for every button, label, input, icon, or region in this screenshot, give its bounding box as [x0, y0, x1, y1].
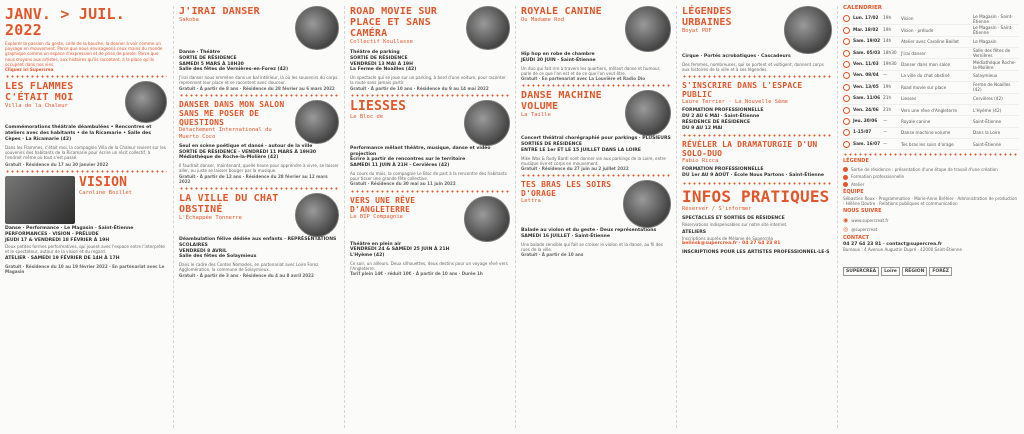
calendar-event: J'irai danser — [901, 50, 926, 56]
event-type-icon — [843, 38, 850, 45]
legend-dot-icon — [843, 182, 848, 187]
show-body-road: Un spectacle qui se joue sur un parking, à bord d'une voiture, pour raconter la route sans jamais partir. — [350, 75, 506, 86]
calendar-time: 21h — [883, 96, 892, 102]
show-photo-angleterre — [464, 196, 510, 242]
calendar-time: 14h — [883, 39, 892, 45]
show-date-machine: ENTRE LE 1er ET LE 15 JUILLET DANS LA LOIRE — [521, 147, 641, 153]
calendar-event: Danse machine volume — [901, 130, 951, 136]
calendar-date: Sam. 16/07 — [853, 141, 881, 147]
infos-subtitle: Réserver / S'informer — [682, 205, 752, 212]
calendar-place: L'Hyème (42) — [973, 107, 1002, 113]
calendar-place: Le Magasin — [973, 39, 997, 45]
show-date-liesses: SAMEDI 11 JUIN À 21H · Cervières (42) — [350, 163, 450, 169]
show-company-machine: La Taille — [521, 112, 551, 119]
calendar-time: — — [883, 119, 888, 124]
show-body-flammes: Dans les Flammes, c'était moi, la compagnie Villa de la Chaleur revient sur les souvenirs des habitants de la Ricamarie pour écrire un récit collectif, à l'endroit même où tout s'est passé. — [5, 144, 166, 161]
calendar-time: — — [883, 73, 888, 79]
column-2 — [174, 0, 344, 434]
contact-info[interactable]: 04 27 64 23 81 · contact@supercrea.fr — [843, 241, 943, 247]
calendar-date: Ven. 08/04 — [853, 73, 879, 79]
show-title-chat: LA VILLE DU CHAT OBSTINÉ — [179, 193, 279, 215]
calendar-row — [843, 128, 1019, 139]
divider-dots — [179, 94, 339, 97]
show-footer-road: Gratuit · À partir de 10 ans · Résidence du 9 au 14 mai 2022 — [350, 85, 489, 91]
infos-artists-title: INSCRIPTIONS POUR LES ARTISTES PROFESSIONNEL·LE·S — [682, 249, 830, 255]
show-title-flammes: LES FLAMMES C'ÉTAIT MOI — [5, 81, 74, 104]
show-footer-flammes: Gratuit · Résidence du 17 au 30 janvier 2022 — [5, 162, 109, 168]
legend-label: Sortie de résidence : présentation d'une étape de travail d'une création — [851, 167, 998, 173]
show-photo-chat — [295, 193, 339, 237]
column-1 — [0, 0, 172, 434]
column-4 — [516, 0, 676, 434]
show-meta-machine: Concert théâtral chorégraphié pour parkings · PLUSIEURS SORTIES DE RÉSIDENCE — [521, 136, 671, 147]
calendar-time: — — [883, 141, 888, 147]
show-footer-chat: Gratuit · À partir de 3 ans · Résidence du 4 au 8 avril 2022 — [179, 272, 314, 278]
show-company-legendes: Boyat PDF — [682, 28, 712, 34]
show-place-salon: Médiathèque de Roche-la-Molière (42) — [179, 155, 279, 161]
instagram-link[interactable]: @supercreat — [851, 226, 878, 232]
calendar-date: Mar. 18/02 — [853, 27, 879, 33]
show-meta-liesses: Performance mêlant théâtre, musique, danse et vidéo projection — [350, 145, 491, 157]
show-body-angleterre: Ce soir, un ailleurs. Deux silhouettes, deux destins pour un voyage rêvé vers l'Angleterre. — [350, 260, 508, 272]
calendar-event: Road movie sur place — [901, 84, 947, 90]
show-type-salon: SORTIE DE RÉSIDENCE · VENDREDI 11 MARS À 19H30 — [179, 149, 317, 155]
formation-date-solo: DU 1er AU 9 AOÛT · École Nous Partons · Saint-Étienne — [682, 173, 824, 179]
show-title-legendes: LÉGENDES URBAINES — [682, 6, 732, 28]
show-title-salon: DANSER DANS MON SALON SANS ME POSER DE QUESTIONS — [179, 99, 285, 127]
show-photo-machine — [625, 90, 671, 136]
formation-meta-solo: FORMATION PROFESSIONNELLE — [682, 167, 764, 173]
calendar-date: Sam. 19/02 — [853, 39, 881, 45]
show-meta-orage: Balade au violon et du geste · Deux représentations — [521, 228, 657, 234]
calendar-row — [843, 59, 1019, 70]
calendar-date: Ven. 24/06 — [853, 107, 879, 113]
show-title-machine: DANSE MACHINE VOLUME — [521, 90, 602, 113]
show-place-danser: Salle des fêtes de Vernières-en-Forez (42) — [179, 67, 289, 73]
calendar-date: Sam. 05/03 — [853, 50, 881, 56]
calendar-row — [843, 82, 1019, 93]
calendar-place: Cervières (42) — [973, 96, 1003, 102]
calendar-event: Royale canine — [901, 119, 931, 124]
formation-company-solo: Fabio Ricca — [682, 158, 719, 165]
show-photo-flammes — [125, 81, 167, 123]
calendar-place: Le Magasin · Saint-Étienne — [973, 25, 1013, 36]
calendar-event: Danser dans mon salon — [901, 62, 951, 68]
calendar-row — [843, 94, 1019, 105]
show-meta-legendes: Cirque · Portés acrobatiques · Cascadeurs — [682, 54, 791, 59]
show-meta-danser: Danse · Théâtre — [179, 50, 221, 55]
show-date-danser: SAMEDI 5 MARS À 18H30 — [179, 61, 244, 67]
calendar-time: 21h — [883, 107, 892, 113]
show-company-danser: Sakoba — [179, 17, 199, 23]
partner-logo: Loire — [881, 267, 900, 276]
legend-dot-icon — [843, 167, 848, 172]
globe-icon: ◉ — [843, 216, 849, 224]
show-title-angleterre: VERS UNE RÊVE D'ANGLETERRE — [350, 195, 416, 214]
contact-address: Bureaux : 4 Avenue Augustin Dupré · 42000 Saint-Étienne — [843, 247, 962, 253]
calendar-date: Jeu. 30/06 — [853, 119, 878, 124]
event-type-icon — [843, 27, 850, 34]
calendar-time: 19h — [883, 27, 892, 33]
show-meta-angleterre: Théâtre en plein air — [350, 241, 402, 247]
divider-dots — [843, 153, 1019, 156]
show-footer-machine: Gratuit · Résidence du 27 juin au 2 juillet 2022 — [521, 166, 629, 171]
show-photo-orage — [623, 180, 671, 228]
show-footer-orage: Gratuit · À partir de 10 ans — [521, 252, 584, 258]
calendar-event: Liesses — [901, 96, 917, 102]
divider-dots — [682, 75, 832, 78]
calendar-event: Tes bras les soirs d'orage — [901, 141, 954, 147]
event-type-icon — [843, 84, 850, 91]
calendar-time: — — [883, 130, 888, 136]
calendar-row — [843, 71, 1019, 82]
formation-title-espace: S'INSCRIRE DANS L'ESPACE PUBLIC — [682, 81, 803, 100]
show-company-orage: Lettra — [521, 198, 541, 205]
calendar-time: 19h — [883, 16, 892, 22]
show-body-legendes: Des femmes, nombreuses, qui se portent et voltigent, donnent corps aux histoires de la ville et à ses légendes. — [682, 61, 824, 72]
show-body-orage: Une balade sensible qui fait se croiser le violon et la danse, au fil des rues de la ville. — [521, 241, 663, 252]
show-photo-danser — [295, 6, 339, 50]
divider-dots — [521, 174, 671, 177]
infos-ateliers-title: ATELIERS — [682, 229, 707, 235]
show-photo-legendes — [784, 6, 832, 54]
show-type-danser: SORTIE DE RÉSIDENCE — [179, 55, 237, 61]
show-place-angleterre: L'Hyème (42) — [350, 253, 385, 259]
show-title-road: ROAD MOVIE SUR PLACE ET SANS CAMÉRA — [350, 6, 438, 39]
calendar-row — [843, 105, 1019, 116]
legend-list — [843, 167, 1019, 187]
calendar-place: Médiathèque Roche-la-Molière — [973, 59, 1016, 70]
calendar-place: Ferme de Noailles (42) — [973, 82, 1011, 93]
show-title-danser: J'IRAI DANSER — [179, 6, 260, 17]
infos-ateliers-body: Inscriptions auprès de Mélanie de Supercréa — [682, 235, 773, 241]
infos-spectacles-title: SPECTACLES ET SORTIES DE RÉSIDENCE — [682, 215, 785, 221]
show-footer-angleterre: Tarif plein 14€ · réduit 10€ · À partir de 10 ans · Durée 1h — [350, 271, 483, 277]
show-date-angleterre: VENDREDI 24 & SAMEDI 25 JUIN À 21H — [350, 247, 450, 253]
calendar-date: Ven. 13/05 — [853, 84, 879, 90]
show-photo-liesses — [464, 100, 510, 146]
intro-text: Explorer la passion du geste, celle de la bouche, la donner à voir comme un paysage en mouvement. Parce que nous envisageons ceux mains du monde graphique comme un espace d'expression et de prise de parole. Parce que nous croyons aux artistes, aux histoires qu'ils racontent, à la place qu'ils occupent dans nos vies. — [5, 41, 163, 67]
show-meta-chat: Déambulation félive dédiée aux enfants · REPRÉSENTATIONS SCOLAIRES — [179, 237, 337, 248]
legend-label: Atelier — [851, 181, 865, 187]
show-meta-royale: Hip hop en robe de chambre — [521, 52, 595, 57]
calendar-list — [843, 14, 1019, 151]
calendar-event: Vision — [901, 16, 914, 22]
show-company-liesses: Le Bloc de — [350, 113, 384, 120]
divider-dots — [521, 84, 671, 87]
show-photo-royale — [625, 6, 671, 52]
event-type-icon — [843, 61, 850, 68]
calendar-row — [843, 116, 1019, 127]
show-company-flammes: Villa de la Chaleur — [5, 103, 68, 110]
divider-dots — [350, 190, 510, 193]
calendar-event: Vers une rêve d'Angleterre — [901, 107, 957, 113]
calendar-row — [843, 48, 1019, 59]
show-body-royale: Un duo qui fait rire à travers les quartiers, mêlant danse et humour, parle de ce que l'on est et de ce que l'on veut être. — [521, 65, 661, 76]
intro-link[interactable]: Cliquez ici Supercrea — [5, 67, 54, 73]
divider-dots — [682, 182, 832, 185]
formation-company-espace: Laure Terrier · La Nouvelle Sème — [682, 99, 788, 106]
event-type-icon — [843, 50, 850, 57]
show-body-salon: Il faudrait danser, maintenant, quelle heure pour apprendre à vivre, se laisser aller, ou juste se laisser bouger par la musique. — [179, 163, 339, 174]
partner-logo: RÉGION — [902, 267, 928, 276]
show-title-vision: VISION — [79, 175, 128, 191]
formation-meta-espace: FORMATION PROFESSIONNELLE — [682, 108, 764, 114]
partner-logo: SUPERCREA — [843, 267, 879, 276]
column-5 — [677, 0, 837, 434]
show-company-road: Collectif Koullasse — [350, 39, 413, 45]
calendar-date: Lun. 17/02 — [853, 16, 879, 22]
formation-type-espace: RÉSIDENCE DE RÉSIDENCE — [682, 119, 751, 125]
infos-title: INFOS PRATIQUES — [682, 186, 830, 206]
calendar-event: Atelier avec Caroline Boillet — [901, 39, 959, 45]
divider-dots — [682, 134, 832, 137]
formation-title-solo: RÉVÉLER LA DRAMATURGIE D'UN SOLO-DUO — [682, 140, 818, 159]
show-company-royale: Ou Madame Rod — [521, 17, 565, 23]
instagram-icon: ◎ — [843, 225, 849, 233]
legend-title: LÉGENDE — [843, 158, 869, 165]
calendar-row — [843, 139, 1019, 150]
show-footer-vision: Gratuit · Résidence du 10 au 19 février 2022 · En partenariat avec Le Magasin — [5, 264, 165, 275]
calendar-event: La ville du chat obstiné — [901, 73, 950, 79]
formation-date-espace: DU 2 AU 6 MAI · Saint-Étienne — [682, 114, 760, 119]
calendar-place: Salle des fêtes de Vernières — [973, 48, 1011, 59]
calendar-date: Ven. 11/03 — [853, 62, 879, 68]
show-footer-salon: Gratuit · À partir de 12 ans · Résidence du 28 février au 12 mars 2022 — [179, 173, 328, 184]
show-footer-royale: Gratuit · En partenariat avec La Louvière et Radio Dio — [521, 76, 646, 81]
team-title: ÉQUIPE — [843, 188, 864, 195]
divider-dots — [350, 94, 510, 97]
column-6 — [838, 0, 1024, 434]
calendar-event: Vision · prélude — [901, 27, 934, 33]
formation-date2-espace: DU 9 AU 12 MAI — [682, 125, 723, 131]
show-perf-vision: PERFORMANCES · VISION · PRÉLUDE — [5, 232, 99, 238]
show-meta-road: Théâtre de parking — [350, 50, 400, 55]
show-body-liesses: Au cours du mois, la compagnie Le Bloc de part à la rencontre des habitants pour tisser une grande fête collective. — [350, 170, 507, 182]
show-atelier-vision: ATELIER · SAMEDI 19 FÉVRIER DE 14H À 17H — [5, 256, 120, 262]
calendar-place: Saint-Étienne — [973, 119, 1002, 124]
partner-logo: FORÉZ — [929, 267, 952, 276]
show-date-road: VENDREDI 13 MAI À 19H — [350, 61, 413, 67]
column-3 — [345, 0, 515, 434]
brochure-title: JANV. > JUIL. 2022 — [5, 5, 125, 39]
show-type-road: SORTIE DE RÉSIDENCE — [350, 55, 408, 61]
show-place-chat: Salle des fêtes de Solaymieux — [179, 254, 257, 260]
partner-logos — [843, 257, 1019, 276]
show-company-chat: L'Échappée Tonnerre — [179, 215, 242, 221]
contact-title: CONTACT — [843, 234, 870, 241]
show-company-angleterre: Le BIP Compagnie — [350, 213, 403, 220]
legend-item — [843, 174, 1019, 179]
divider-dots — [5, 170, 167, 173]
divider-dots — [179, 187, 339, 190]
website-link[interactable]: www.supercreat.fr — [851, 217, 889, 223]
show-date-royale: JEUDI 30 JUIN · Saint-Étienne — [521, 57, 596, 63]
show-meta-flammes: Commémorations théâtrale déambulées • Rencontres et ateliers avec des habitants • de la Ricamarie • Salle des Cèpes · La Ricamarie (42) — [5, 125, 152, 142]
show-photo-salon — [295, 100, 339, 144]
event-type-icon — [843, 72, 850, 79]
show-photo-road — [466, 6, 510, 50]
show-meta-salon: Seul en scène poétique et dansé · autour de la ville — [179, 143, 313, 149]
event-type-icon — [843, 141, 850, 148]
show-photo-vision — [5, 176, 75, 224]
show-company-vision: Caroline Boillet — [79, 190, 132, 197]
event-type-icon — [843, 118, 850, 125]
calendar-date: 1-15/07 — [853, 130, 872, 136]
calendar-row — [843, 14, 1019, 25]
show-place-road: La Ferme de Noailles (42) — [350, 67, 417, 73]
divider-dots — [5, 75, 167, 78]
show-dates-vision: JEUDI 17 & VENDREDI 18 FÉVRIER À 19H — [5, 238, 110, 244]
calendar-row — [843, 37, 1019, 48]
show-footer-liesses: Gratuit · Résidence du 30 mai au 11 juin 2022 — [350, 181, 456, 187]
show-title-liesses: LIESSES — [350, 98, 407, 114]
legend-item — [843, 167, 1019, 172]
event-type-icon — [843, 107, 850, 114]
infos-spectacles-body: Réservations indispensables sur notre site internet. — [682, 221, 788, 227]
calendar-place: Dans la Loire — [973, 130, 1001, 136]
calendar-time: 18h30 — [883, 50, 897, 56]
calendar-time: 19h — [883, 84, 892, 90]
follow-title: NOUS SUIVRE — [843, 208, 882, 215]
show-body-vision: Deux petites formes performatives, qui jouent avec l'espace entre l'interprète et le spectateur, autour de la vision et du regard. — [5, 243, 165, 255]
calendar-row — [843, 25, 1019, 36]
calendar-time: 19h30 — [883, 62, 897, 68]
show-footer-danser: Gratuit · À partir de 8 ans · Résidence du 28 février au 6 mars 2022 — [179, 85, 335, 91]
legend-label: Formation professionnelle — [851, 174, 905, 180]
infos-email[interactable]: belinsk@supercrea.fr · 04 27 64 23 81 — [682, 240, 781, 246]
legend-item — [843, 182, 1019, 187]
team-body: Sébastien Roux · Programmation · Marie-Anne Bréhier · Administration de production · Hélène Doutre · Relations publiques et communication — [843, 195, 1018, 206]
show-body-chat: Dans le cadre des Contes Nomades, en partenariat avec Loire Forez Agglomération, la commune de Solaymieux. — [179, 262, 319, 273]
legend-dot-icon — [843, 175, 848, 180]
event-type-icon — [843, 95, 850, 102]
show-date-chat: VENDREDI 8 AVRIL — [179, 248, 227, 254]
calendar-title: CALENDRIER — [843, 5, 882, 11]
show-title-royale: ROYALE CANINE — [521, 6, 602, 17]
calendar-place: Solaymieux — [973, 73, 998, 79]
show-date-orage: SAMEDI 16 JUILLET · Saint-Étienne — [521, 234, 610, 239]
show-type-liesses: Écrire à partir de rencontres sur le territoire — [350, 157, 466, 163]
show-body-machine: Mike Wax & Rudy Bardi vont donner vie aux parkings de la Loire, entre musique live et corps en mouvement. — [521, 155, 666, 166]
calendar-place: Le Magasin · Saint-Étienne — [973, 13, 1013, 24]
show-meta-vision: Danse · Performance · Le Magasin · Saint-Étienne — [5, 226, 134, 232]
event-type-icon — [843, 129, 850, 136]
show-body-danser: J'irai danser nous emmène dans un bal intérieur, là où les souvenirs du corps reprennent leur place et se racontent avec douceur. — [179, 75, 338, 86]
calendar-date: Sam. 11/06 — [853, 96, 881, 102]
event-type-icon — [843, 15, 850, 22]
calendar-place: Saint-Étienne — [973, 141, 1002, 147]
show-company-salon: Détachement International du Muerto Coco — [179, 126, 272, 140]
show-title-orage: TES BRAS LES SOIRS D'ORAGE — [521, 180, 612, 199]
